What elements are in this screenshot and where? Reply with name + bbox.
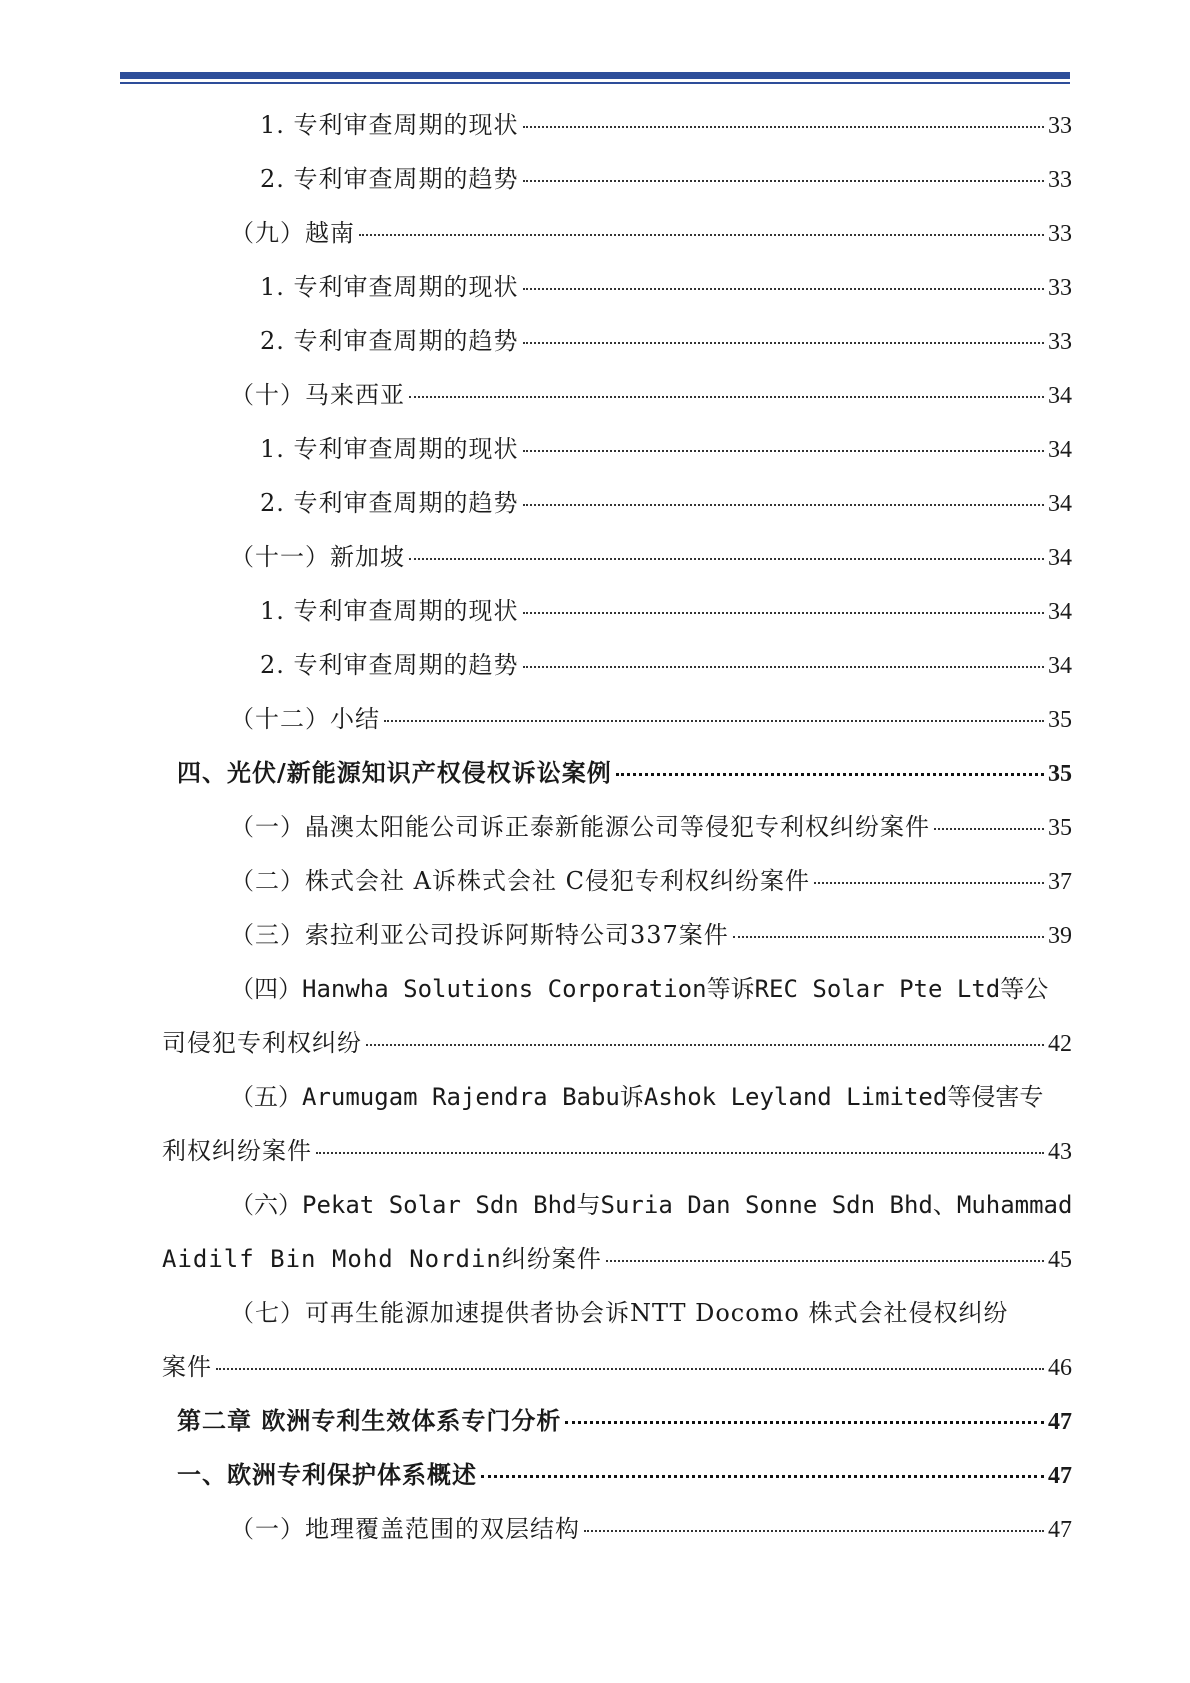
toc-entry[interactable] — [230, 218, 1072, 249]
leader-dots — [316, 1152, 1044, 1154]
leader-dots — [733, 936, 1044, 938]
toc-entry-page: 34 — [1048, 599, 1072, 625]
toc-entry[interactable] — [162, 1244, 1072, 1275]
toc-entry[interactable] — [230, 542, 1072, 573]
toc-entry-page: 34 — [1048, 545, 1072, 571]
toc-entry-wrapped-line[interactable]: （五）Arumugam Rajendra Babu诉Ashok Leyland Limited等侵害专 — [230, 1083, 1044, 1111]
leader-dots — [523, 342, 1044, 344]
header-rule-thick — [120, 72, 1070, 79]
leader-dots — [934, 828, 1044, 830]
toc-entry-label: 1. 专利审查周期的现状 — [260, 597, 519, 625]
toc-entry-label: 四、光伏/新能源知识产权侵权诉讼案例 — [177, 758, 612, 787]
leader-dots — [584, 1530, 1044, 1532]
toc-entry-page: 33 — [1048, 113, 1072, 139]
leader-dots — [606, 1260, 1044, 1262]
leader-dots — [523, 504, 1044, 506]
toc-entry-page: 45 — [1048, 1247, 1072, 1273]
toc-entry-page: 47 — [1048, 1463, 1072, 1489]
toc-entry[interactable] — [230, 866, 1072, 897]
toc-entry-wrapped-line[interactable]: （六）Pekat Solar Sdn Bhd与Suria Dan Sonne Sdn Bhd、Muhammad — [230, 1191, 1073, 1219]
leader-dots — [384, 720, 1044, 722]
leader-dots — [616, 773, 1044, 776]
toc-entry-page: 33 — [1048, 167, 1072, 193]
toc-entry-label: （十一）新加坡 — [230, 543, 405, 571]
toc-section-heading[interactable] — [177, 1460, 1072, 1491]
toc-entry-page: 47 — [1048, 1409, 1072, 1435]
leader-dots — [216, 1368, 1044, 1370]
toc-section-heading[interactable] — [177, 758, 1072, 789]
toc-entry-label: （三）索拉利亚公司投诉阿斯特公司337案件 — [230, 921, 729, 949]
leader-dots — [409, 558, 1044, 560]
toc-entry-label: （九）越南 — [230, 219, 355, 247]
leader-dots — [409, 396, 1044, 398]
toc-entry[interactable] — [260, 650, 1072, 681]
toc-entry-page: 47 — [1048, 1517, 1072, 1543]
toc-entry[interactable] — [162, 1352, 1072, 1383]
toc-entry[interactable] — [230, 920, 1072, 951]
toc-entry-page: 34 — [1048, 437, 1072, 463]
toc-entry[interactable] — [162, 1136, 1072, 1167]
leader-dots — [814, 882, 1044, 884]
toc-entry-page: 42 — [1048, 1031, 1072, 1057]
toc-entry-page: 34 — [1048, 491, 1072, 517]
toc-entry-label: 一、欧洲专利保护体系概述 — [177, 1460, 477, 1489]
toc-entry-page: 33 — [1048, 329, 1072, 355]
toc-entry[interactable] — [230, 812, 1072, 843]
toc-entry-page: 34 — [1048, 383, 1072, 409]
toc-entry[interactable] — [260, 488, 1072, 519]
toc-entry-page: 35 — [1048, 815, 1072, 841]
leader-dots — [481, 1475, 1044, 1478]
toc-entry[interactable] — [230, 704, 1072, 735]
toc-entry-wrapped-line[interactable]: （七）可再生能源加速提供者协会诉NTT Docomo 株式会社侵权纠纷 — [230, 1299, 1009, 1327]
toc-entry-label: （一）地理覆盖范围的双层结构 — [230, 1515, 580, 1543]
toc-entry[interactable] — [260, 272, 1072, 303]
toc-entry[interactable] — [260, 164, 1072, 195]
toc-entry-page: 39 — [1048, 923, 1072, 949]
leader-dots — [523, 666, 1044, 668]
toc-entry[interactable] — [260, 110, 1072, 141]
toc-entry[interactable] — [260, 596, 1072, 627]
header-rule-thin — [120, 82, 1070, 84]
leader-dots — [523, 180, 1044, 182]
toc-entry-label: 第二章 欧洲专利生效体系专门分析 — [177, 1406, 562, 1435]
toc-entry-label: （十二）小结 — [230, 705, 380, 733]
toc-entry-page: 33 — [1048, 275, 1072, 301]
toc-entry-page: 35 — [1048, 707, 1072, 733]
toc-entry-label: 司侵犯专利权纠纷 — [162, 1029, 362, 1057]
toc-entry-page: 43 — [1048, 1139, 1072, 1165]
toc-entry-label: （十）马来西亚 — [230, 381, 405, 409]
toc-entry-label: 2. 专利审查周期的趋势 — [260, 327, 519, 355]
leader-dots — [366, 1044, 1044, 1046]
toc-entry-wrapped-line[interactable]: （四）Hanwha Solutions Corporation等诉REC Solar Pte Ltd等公 — [230, 975, 1049, 1003]
leader-dots — [523, 612, 1044, 614]
toc-entry-label: 1. 专利审查周期的现状 — [260, 435, 519, 463]
toc-chapter-heading[interactable] — [177, 1406, 1072, 1437]
toc-entry-label: 1. 专利审查周期的现状 — [260, 111, 519, 139]
toc-entry-label: Aidilf Bin Mohd Nordin纠纷案件 — [162, 1245, 602, 1273]
toc-entry-label: 案件 — [162, 1353, 212, 1381]
toc-entry-page: 46 — [1048, 1355, 1072, 1381]
toc-entry-page: 33 — [1048, 221, 1072, 247]
leader-dots — [565, 1421, 1044, 1424]
leader-dots — [359, 234, 1044, 236]
toc-entry[interactable] — [260, 326, 1072, 357]
toc-entry-label: 1. 专利审查周期的现状 — [260, 273, 519, 301]
toc-entry-label: （二）株式会社 A诉株式会社 C侵犯专利权纠纷案件 — [230, 867, 810, 895]
toc-entry[interactable] — [230, 380, 1072, 411]
toc-entry-label: （一）晶澳太阳能公司诉正泰新能源公司等侵犯专利权纠纷案件 — [230, 813, 930, 841]
toc-entry-label: 2. 专利审查周期的趋势 — [260, 651, 519, 679]
toc-entry[interactable] — [260, 434, 1072, 465]
toc-entry-page: 37 — [1048, 869, 1072, 895]
leader-dots — [523, 288, 1044, 290]
leader-dots — [523, 126, 1044, 128]
leader-dots — [523, 450, 1044, 452]
toc-entry[interactable] — [230, 1514, 1072, 1545]
toc-entry-page: 35 — [1048, 761, 1072, 787]
toc-entry-label: 2. 专利审查周期的趋势 — [260, 165, 519, 193]
toc-entry-label: 利权纠纷案件 — [162, 1137, 312, 1165]
toc-entry[interactable] — [162, 1028, 1072, 1059]
toc-entry-label: 2. 专利审查周期的趋势 — [260, 489, 519, 517]
toc-entry-page: 34 — [1048, 653, 1072, 679]
